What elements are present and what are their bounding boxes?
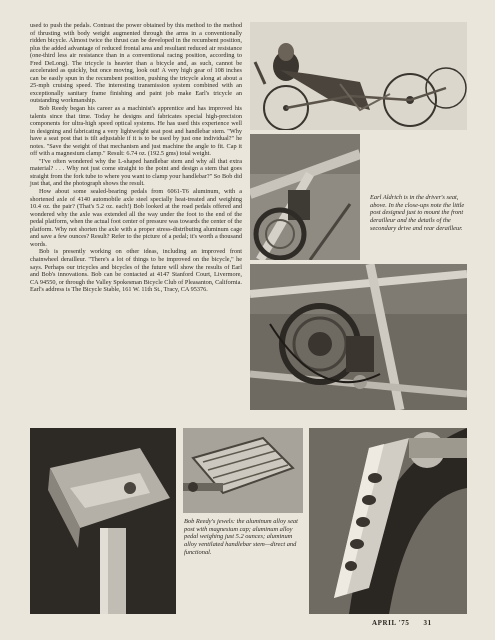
- photo-pedal: [183, 428, 303, 513]
- issue-date: APRIL '75: [372, 619, 410, 627]
- page-number: 31: [423, 619, 432, 627]
- photo-derailleur-post: [250, 134, 360, 260]
- article-body: [30, 22, 242, 294]
- article-paragraph: Bob Reedy began his career as a machinist's apprentice and has improved his talents since that time. Today he designs and fabricates special high-precision components for ultra-high speed optical systems. He has used this experience well in designing and fabricating a very lightweight seat post and handlebar stem. "Why have a seat post that is tilt adjustable if it is to be used by just one individual?" he notes. "Save the weight of that mechanism and just machine the angle to fit. Cap it off with a magnesium clamp." Result: 6.74 oz. (192.5 gms) total weight.: [30, 105, 242, 158]
- caption-bob: Bob Reedy's jewels: the aluminum alloy seat post with magnesium cap; aluminum alloy pedal weighing just 5.2 ounces; aluminum alloy ventilated handlebar stem—direct and functional.: [184, 518, 298, 556]
- photo-seat-post: [30, 428, 176, 614]
- article-paragraph: How about some sealed-bearing pedals from 6061-T6 aluminum, with a shortened axle of 4140 automobile axle steel specially heat-treated and weighing 10.4 oz. the pair? (That's 5.2 oz. each!) Bob looked at the road pedals offered and wondered why the axle was extended all the way under the foot to the end of the pedal platform, when the actual foot center of pressure was towards the center of the platform. Why not shorten the axle with a proper stress-distributing aluminum cage and save a few ounces? Result? Refer to the picture of a pedal; it's worth a thousand words.: [30, 188, 242, 248]
- photo-rear-derailleur: [250, 264, 467, 410]
- article-paragraph: "I've often wondered why the L-shaped handlebar stem and why all that extra material? . . . Why not just come straight to the point and design a stem that goes straight from the fork tube to where you want to clamp your handlebar?" So Bob did just that, and the photograph shows the result.: [30, 157, 242, 188]
- page-footer: [372, 619, 432, 627]
- article-paragraph: Bob is presently working on other ideas, including an improved front chainwheel derailleur. "There's a lot of things to be improved on the bicycle," he says. Perhaps our tricycles and bicycles of the future will show the results of Earl and Bob's innovations. Bob can be contacted at 4147 Stanford Court, Livermore, CA 94550, or through the Valley Spokesman Bicycle Club of Pleasanton, California. Earl's address is The Bicycle Stable, 161 W. 11th St., Tracy, CA 95376.: [30, 248, 242, 294]
- caption-earl: Earl Aldrich is in the driver's seat, above. In the close-ups note the little post designed just to mount the front derailleur and the details of the secondary drive and rear derailleur.: [370, 194, 465, 232]
- photo-handlebar-stem: [309, 428, 467, 614]
- photo-recumbent-tricycle: [250, 22, 467, 130]
- article-paragraph: used to push the pedals. Contrast the power obtained by this method to the method of thrusting with body weight augmented through the arms in a conventionally ridden bicycle. Almost twice the thrust can be developed in the recumbent position, plus the added advantage of reduced frontal area and resultant reduced air resistance (one-third less air resistance than in a conventional racing position, according to Fred DeLong). The tricycle is heavier than a bicycle and, as such, cannot be accelerated as quickly, but once moving, look out! A very high gear of 108 inches can be easily spun in the recumbent position, pushing the tricycle along at about a 25-mph cruising speed. The interesting transmission system combined with an exceptionally sanitary frame finishing and paint job make Earl's tricycle an outstanding workmanship.: [30, 22, 242, 105]
